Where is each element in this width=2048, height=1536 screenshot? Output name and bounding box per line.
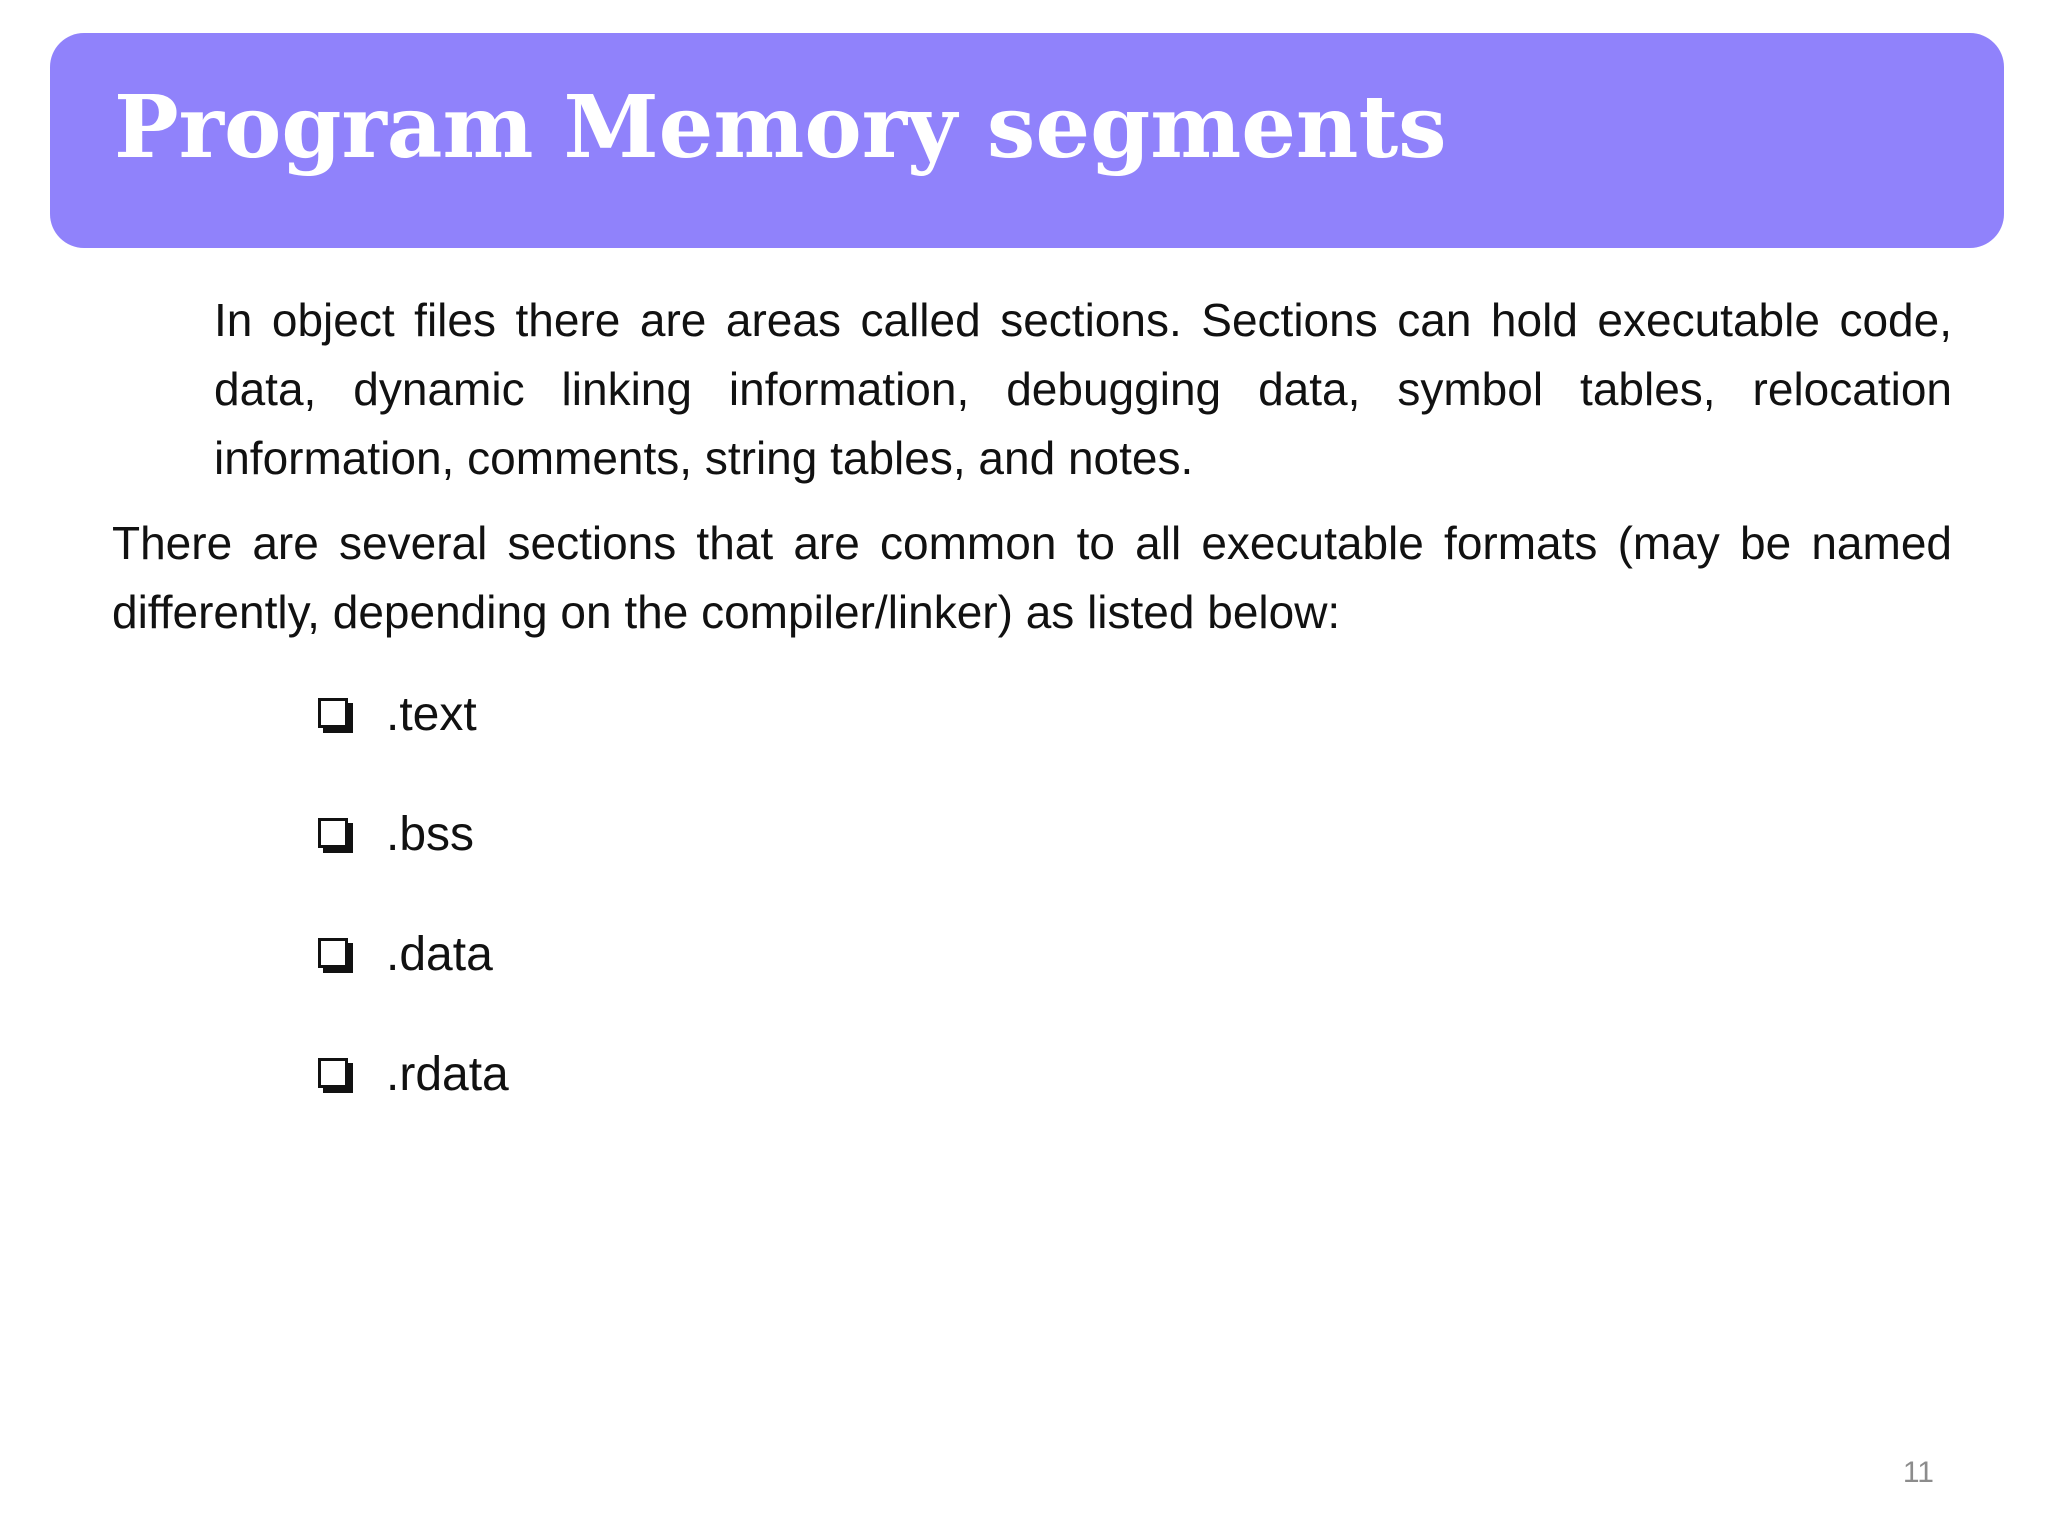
paragraph-sections-intro: In object files there are areas called sections. Sections can hold executable code, data, dynamic linking information, debugging data, symbol tables, relocation information, comments, string tables, and notes. <box>214 294 1952 484</box>
checkbox-icon <box>318 698 354 734</box>
list-item-label: .text <box>386 688 477 741</box>
checkbox-icon <box>318 1058 354 1094</box>
list-item-label: .rdata <box>386 1048 509 1101</box>
page-number: 11 <box>1902 1456 1934 1489</box>
list-item-bss <box>318 808 509 928</box>
list-item-data <box>318 928 509 1048</box>
title-bar <box>50 33 2004 248</box>
slide-title: Program Memory segments <box>114 77 1447 178</box>
checkbox-icon <box>318 818 354 854</box>
paragraph-common-sections: There are several sections that are common to all executable formats (may be named differently, depending on the compiler/linker) as listed below: <box>112 517 1952 638</box>
list-item-text <box>318 688 509 808</box>
checkbox-icon <box>318 938 354 974</box>
list-item-rdata <box>318 1048 509 1168</box>
list-item-label: .data <box>386 928 493 981</box>
section-list <box>318 688 509 1168</box>
list-item-label: .bss <box>386 808 475 861</box>
